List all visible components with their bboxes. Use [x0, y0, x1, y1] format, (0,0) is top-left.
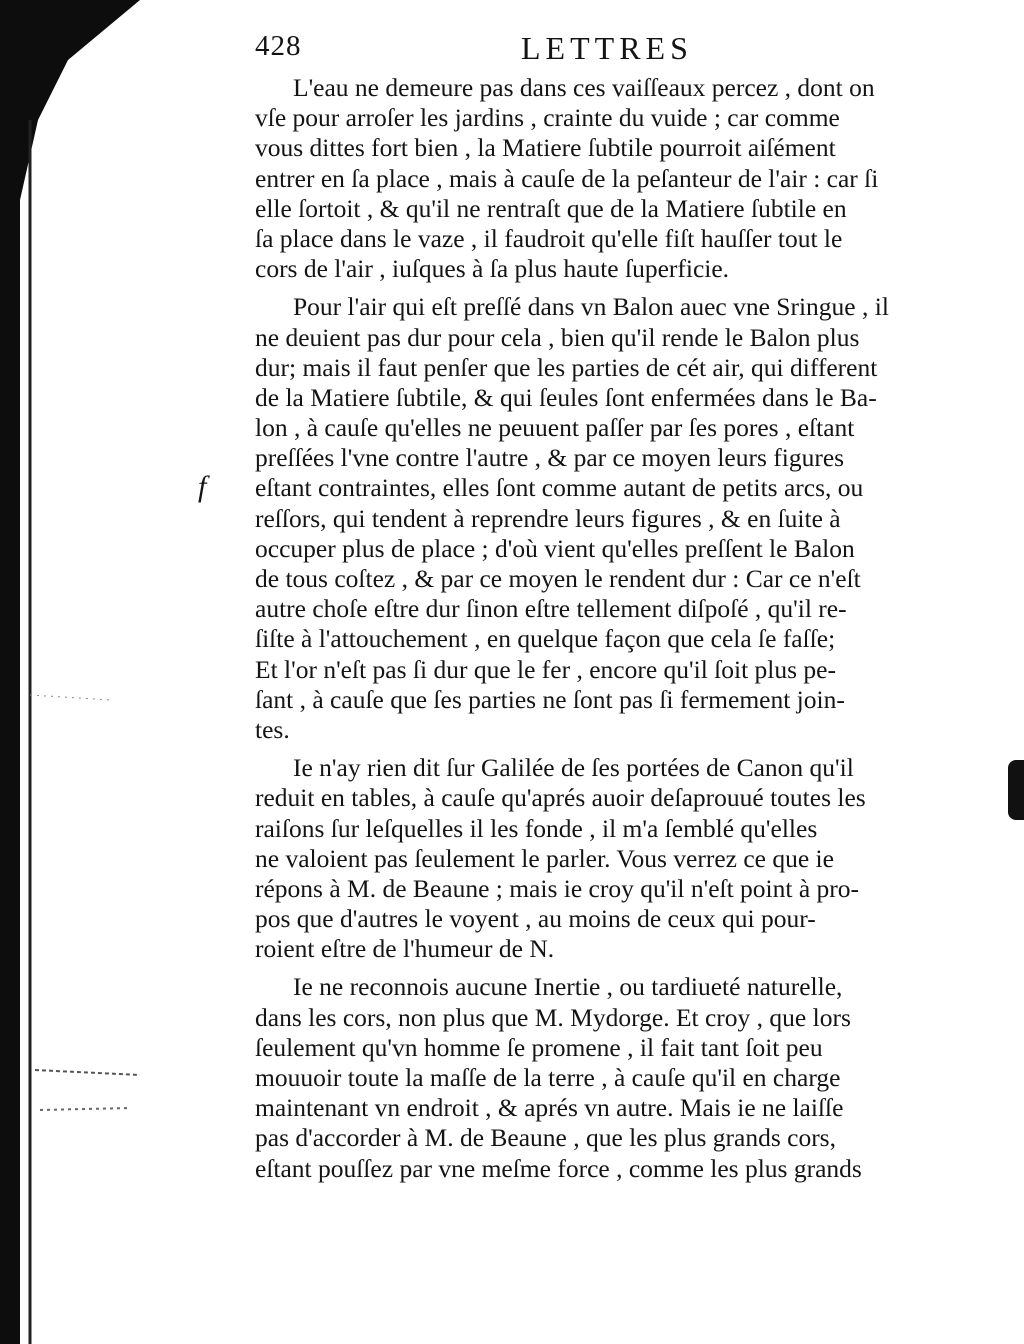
left-binding-shadow: [0, 0, 140, 1344]
dust-mark-1: [35, 1070, 140, 1075]
text-line: elle ſortoit , & qu'il ne rentraſt que de la Matiere ſubtile en: [255, 193, 847, 223]
text-line: de la Matiere ſubtile, & qui ſeules ſont enfermées dans le Ba-: [255, 382, 877, 412]
paragraph: [255, 292, 980, 745]
text-line: de tous coſtez , & par ce moyen le rendent dur : Car ce n'eſt: [255, 564, 861, 593]
text-line: ſa place dans le vaze , il faudroit qu'elle fiſt hauſſer tout le: [255, 223, 843, 253]
text-line: pos que d'autres le voyent , au moins de ceux qui pour-: [255, 904, 816, 934]
text-line: eſtant contraintes, elles ſont comme autant de petits arcs, ou: [255, 473, 864, 503]
paragraph: [255, 753, 980, 964]
paragraph: [255, 73, 980, 284]
text-line: ne valoient pas ſeulement le parler. Vous verrez ce que ie: [255, 843, 834, 873]
text-line: maintenant vn endroit , & aprés vn autre. Mais ie ne laiſſe: [255, 1093, 844, 1123]
text-line: ſeulement qu'vn homme ſe promene , il fait tant ſoit peu: [255, 1032, 823, 1062]
book-page: [255, 30, 980, 1190]
dust-mark-2: [40, 1108, 130, 1110]
text-line: eſtant pouſſez par vne meſme force , comme les plus grands: [255, 1153, 862, 1183]
paragraph: [255, 972, 980, 1183]
body-text: [255, 73, 980, 1184]
text-line: ſant , à cauſe que ſes parties ne ſont pas ſi fermement join-: [255, 684, 845, 714]
text-line: Pour l'air qui eſt preſſé dans vn Balon auec vne Sringue , il: [293, 292, 889, 322]
page-number: 428: [255, 30, 302, 62]
text-line: lon , à cauſe qu'elles ne peuuent paſſer par ſes pores , eſtant: [255, 413, 855, 443]
text-line: dans les cors, non plus que M. Mydorge. Et croy , que lors: [255, 1002, 851, 1032]
text-line: tes.: [255, 714, 290, 744]
text-line: vous dittes fort bien , la Matiere ſubtile pourroit aiſément: [255, 133, 836, 163]
margin-note: f: [198, 470, 207, 503]
text-line: vſe pour arroſer les jardins , crainte du vuide ; car comme: [255, 103, 840, 133]
dust-mark-3: [30, 695, 110, 700]
text-line: roient eſtre de l'humeur de N.: [255, 934, 555, 964]
text-line: pas d'accorder à M. de Beaune , que les plus grands cors,: [255, 1123, 836, 1153]
text-line: dur; mais il faut penſer que les parties de cét air, qui different: [255, 352, 878, 382]
text-line: Ie n'ay rien dit ſur Galilée de ſes portées de Canon qu'il: [293, 753, 854, 783]
text-line: Et l'or n'eſt pas ſi dur que le fer , encore qu'il ſoit plus pe-: [255, 654, 836, 684]
text-line: reſſors, qui tendent à reprendre leurs figures , & en ſuite à: [255, 503, 841, 533]
text-line: autre choſe eſtre dur ſinon eſtre tellement diſpoſé , qu'il re-: [255, 594, 847, 624]
text-line: entrer en ſa place , mais à cauſe de la peſanteur de l'air : car ſi: [255, 163, 879, 193]
text-line: preſſées l'vne contre l'autre , & par ce moyen leurs figures: [255, 443, 845, 473]
text-line: occuper plus de place ; d'où vient qu'elles preſſent le Balon: [255, 533, 855, 563]
text-line: répons à M. de Beaune ; mais ie croy qu'il n'eſt point à pro-: [255, 873, 860, 903]
text-line: cors de l'air , iuſques à ſa plus haute ſuperficie.: [255, 254, 730, 284]
text-line: ſiſte à l'attouchement , en quelque façon que cela ſe faſſe;: [255, 624, 836, 654]
text-line: reduit en tables, à cauſe qu'aprés auoir deſaprouué toutes les: [255, 783, 866, 813]
text-line: raiſons ſur leſquelles il les fonde , il m'a ſemblé qu'elles: [255, 813, 818, 843]
text-line: ne deuient pas dur pour cela , bien qu'il rende le Balon plus: [255, 322, 860, 352]
right-edge-mark: [1008, 760, 1024, 820]
text-line: mouuoir toute la maſſe de la terre , à cauſe qu'il en charge: [255, 1063, 841, 1092]
text-line: L'eau ne demeure pas dans ces vaiſſeaux percez , dont on: [293, 73, 875, 102]
running-title: LETTRES: [521, 30, 693, 66]
text-line: Ie ne reconnois aucune Inertie , ou tardiueté naturelle,: [293, 972, 843, 1002]
